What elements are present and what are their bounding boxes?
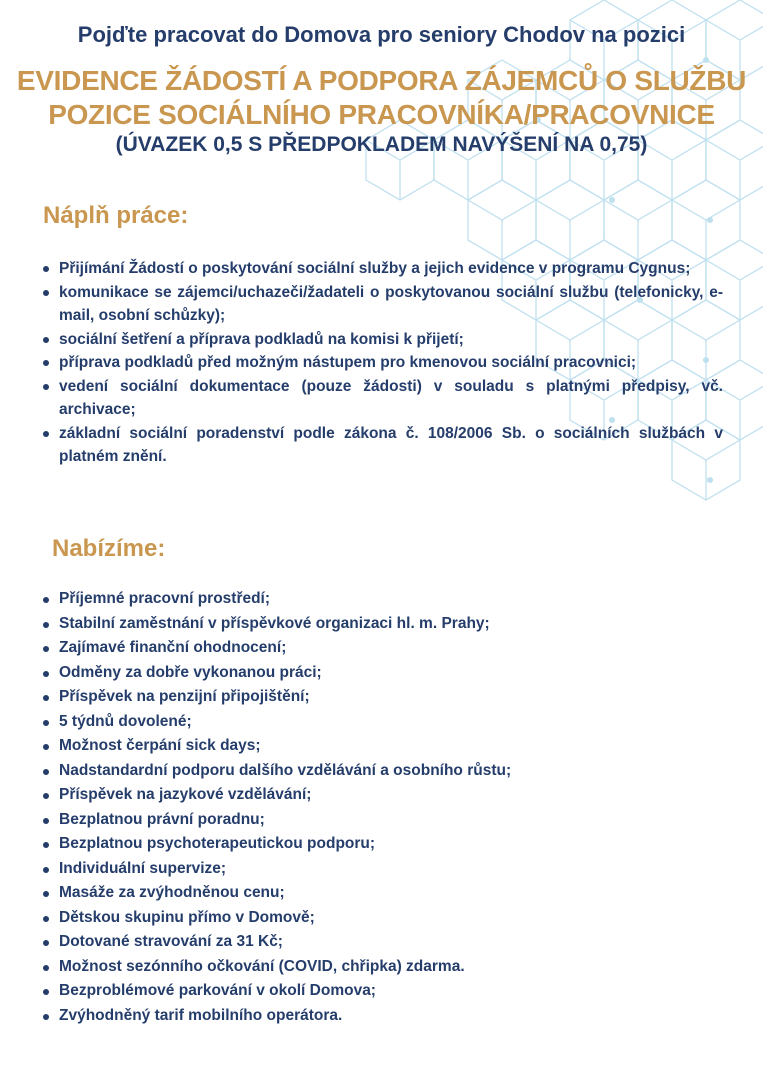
list-item: Zvýhodněný tarif mobilního operátora. — [42, 1004, 723, 1029]
pattern-dot — [707, 217, 713, 223]
list-item: příprava podkladů před možným nástupem pro kmenovou sociální pracovnici; — [42, 351, 723, 375]
list-item: Individuální supervize; — [42, 857, 723, 882]
list-item: vedení sociální dokumentace (pouze žádosti) v souladu s platnými předpisy, vč. archivace; — [42, 375, 723, 422]
list-item: základní sociální poradenství podle zákona č. 108/2006 Sb. o sociálních službách v platném znění. — [42, 422, 723, 469]
list-item: Příjemné pracovní prostředí; — [42, 587, 723, 612]
offer-heading: Nabízíme: — [52, 535, 166, 562]
list-item: Příspěvek na penzijní připojištění; — [42, 685, 723, 710]
list-item: Možnost čerpání sick days; — [42, 734, 723, 759]
list-item: sociální šetření a příprava podkladů na komisi k přijetí; — [42, 328, 723, 352]
pattern-dot — [703, 57, 709, 63]
list-item: Příspěvek na jazykové vzdělávání; — [42, 783, 723, 808]
list-item: Nadstandardní podporu dalšího vzdělávání a osobního růstu; — [42, 759, 723, 784]
list-item: Odměny za dobře vykonanou práci; — [42, 661, 723, 686]
job-title — [0, 64, 763, 132]
list-item: Masáže za zvýhodněnou cenu; — [42, 881, 723, 906]
pattern-dot — [707, 477, 713, 483]
list-item: komunikace se zájemci/uchazeči/žadateli o poskytovanou sociální službu (telefonicky, e-mail, osobní schůzky); — [42, 281, 723, 328]
pattern-dot — [609, 197, 615, 203]
list-item: Bezplatnou právní poradnu; — [42, 808, 723, 833]
list-item: 5 týdnů dovolené; — [42, 710, 723, 735]
pattern-cube-edges — [672, 200, 740, 260]
pattern-cube-edges — [604, 200, 672, 260]
pattern-cube-edges — [536, 200, 604, 260]
workload-note: (ÚVAZEK 0,5 S PŘEDPOKLADEM NAVÝŠENÍ NA 0,75) — [115, 133, 648, 156]
list-item: Možnost sezónního očkování (COVID, chřipka) zdarma. — [42, 955, 723, 980]
list-item: Dotované stravování za 31 Kč; — [42, 930, 723, 955]
list-item: Stabilní zaměstnání v příspěvkové organizaci hl. m. Prahy; — [42, 612, 723, 637]
offer-list — [42, 587, 723, 1028]
list-item: Bezproblémové parkování v okolí Domova; — [42, 979, 723, 1004]
list-item: Bezplatnou psychoterapeutickou podporu; — [42, 832, 723, 857]
job-title-line-1: EVIDENCE ŽÁDOSTÍ A PODPORA ZÁJEMCŮ O SLUŽBU — [16, 65, 747, 96]
list-item: Dětskou skupinu přímo v Domově; — [42, 906, 723, 931]
list-item: Zajímavé finanční ohodnocení; — [42, 636, 723, 661]
list-item: Přijímání Žádostí o poskytování sociální služby a jejich evidence v programu Cygnus; — [42, 257, 723, 281]
duties-heading: Náplň práce: — [43, 202, 189, 229]
intro-line: Pojďte pracovat do Domova pro seniory Chodov na pozici — [77, 22, 686, 47]
duties-list — [42, 257, 723, 469]
job-title-line-2: POZICE SOCIÁLNÍHO PRACOVNÍKA/PRACOVNICE — [48, 99, 715, 130]
pattern-cube-edges — [468, 200, 536, 260]
pattern-hexagon — [706, 120, 763, 200]
